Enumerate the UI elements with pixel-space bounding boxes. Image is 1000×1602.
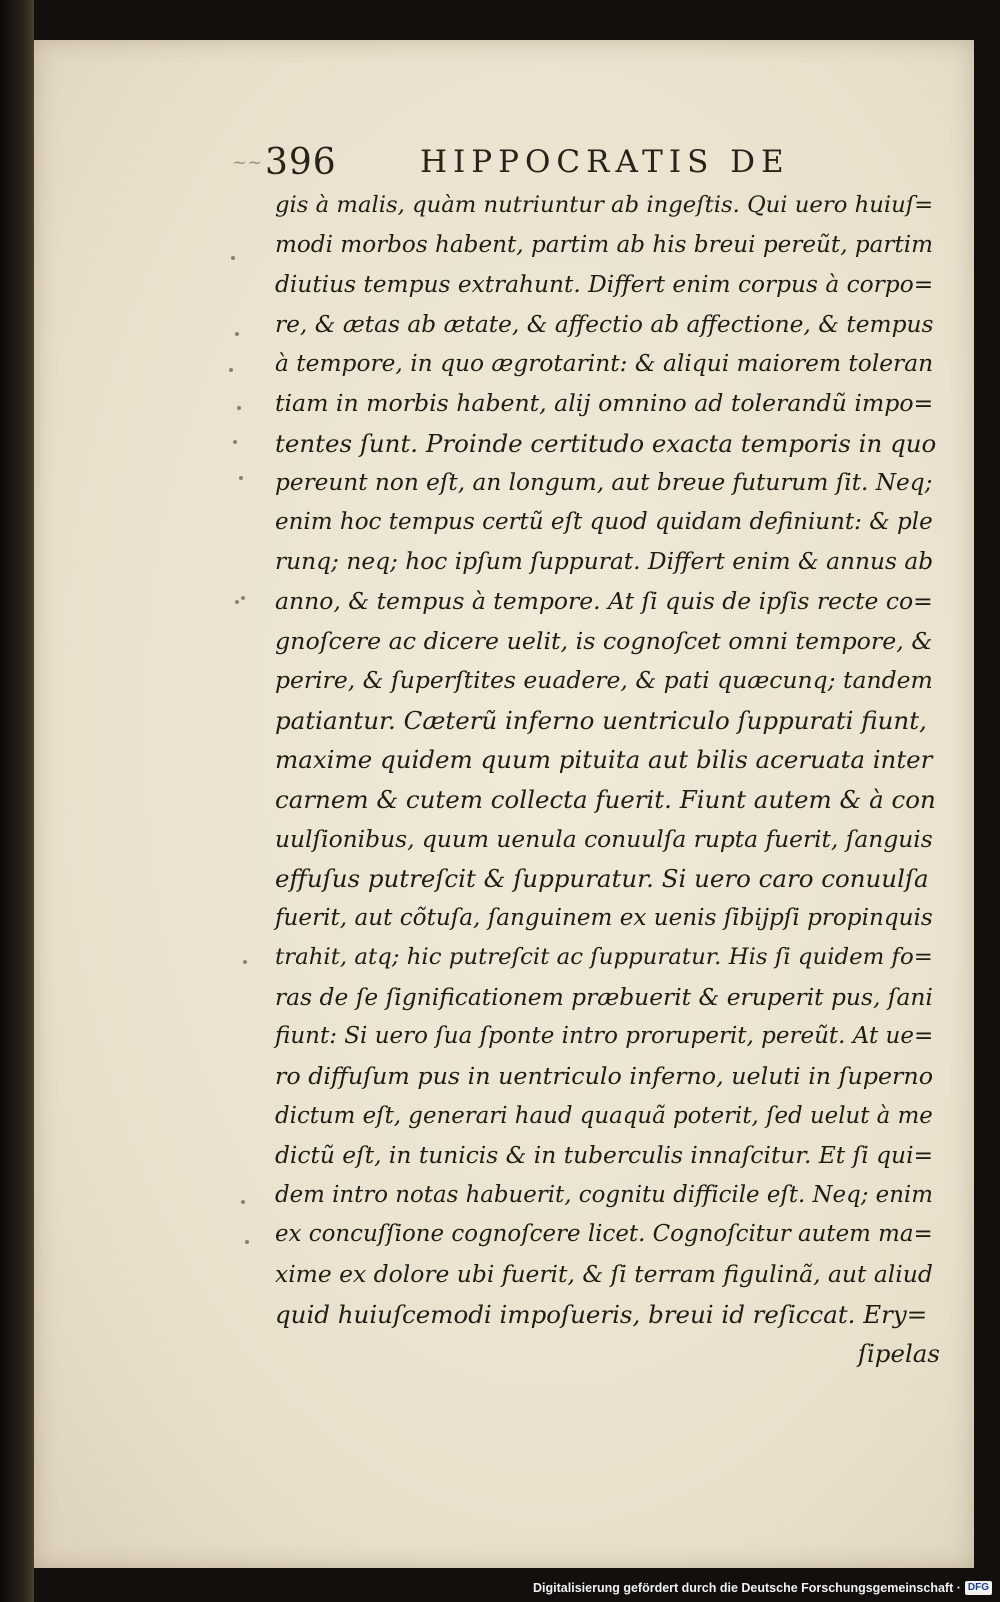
book-spine-shadow bbox=[0, 0, 34, 1602]
text-line: effuſus putreſcit & ſuppuratur. Si uero caro conuulſa bbox=[275, 864, 929, 894]
text-line: diutius tempus extrahunt. Differt enim corpus à corpo= bbox=[275, 271, 934, 299]
text-line: dem intro notas habuerit, cognitu difficile eſt. Neq; enim bbox=[275, 1181, 933, 1208]
margin-dot bbox=[241, 1200, 245, 1204]
text-line: gis à malis, quàm nutriuntur ab ingeſtis. Qui uero huiuſ= bbox=[275, 192, 934, 218]
text-line: runq; neq; hoc ipſum ſuppurat. Differt enim & annus ab bbox=[275, 548, 934, 576]
margin-dot bbox=[231, 256, 235, 260]
margin-dot bbox=[235, 332, 239, 336]
text-line: re, & ætas ab ætate, & affectio ab affectione, & tempus bbox=[275, 310, 934, 338]
text-line: uulſionibus, quum uenula conuulſa rupta fuerit, ſanguis bbox=[275, 824, 933, 853]
text-line: anno, & tempus à tempore. At ſi quis de ipſis recte co= bbox=[275, 586, 933, 615]
text-line: maxime quidem quum pituita aut bilis aceruata inter bbox=[275, 745, 933, 775]
text-line: trahit, atq; hic putreſcit ac ſuppuratur. His ſi quidem fo= bbox=[275, 944, 933, 971]
credit-text: Digitalisierung gefördert durch die Deutsche Forschungsgemeinschaft · bbox=[533, 1581, 961, 1595]
text-line: quid huiuſcemodi impoſueris, breui id reſiccat. Ery= bbox=[275, 1299, 928, 1329]
digitization-credit bbox=[533, 1576, 992, 1600]
text-line: gnoſcere ac dicere uelit, is cognoſcet omni tempore, & bbox=[275, 626, 933, 655]
margin-dot bbox=[235, 600, 239, 604]
margin-dot bbox=[241, 596, 245, 600]
text-line: carnem & cutem collecta fuerit. Fiunt autem & à con bbox=[275, 784, 936, 814]
text-line: modi morbos habent, partim ab his breui pereũt, partim bbox=[275, 231, 934, 258]
text-line: tiam in morbis habent, alij omnino ad tolerandũ impo= bbox=[275, 388, 934, 417]
text-line: fiunt: Si uero ſua ſponte intro proruperit, pereũt. At ue= bbox=[275, 1023, 934, 1050]
margin-dot bbox=[245, 1240, 249, 1244]
margin-dot bbox=[233, 440, 237, 444]
margin-dot bbox=[229, 368, 233, 372]
text-line: xime ex dolore ubi fuerit, & ſi terram figulinã, aut aliud bbox=[275, 1260, 933, 1289]
text-line: patiantur. Cæterũ inferno uentriculo ſuppurati fiunt, bbox=[275, 705, 927, 735]
dfg-logo: DFG bbox=[965, 1581, 992, 1595]
margin-dot bbox=[239, 476, 243, 480]
margin-dot bbox=[243, 960, 247, 964]
margin-mark: ~~ bbox=[232, 152, 263, 173]
text-line: fuerit, aut cõtuſa, ſanguinem ex uenis ſibijpſi propinquis bbox=[275, 904, 933, 931]
running-head: HIPPOCRATIS DE bbox=[420, 144, 790, 180]
text-line: ex concuſſione cognoſcere licet. Cognoſcitur autem ma= bbox=[275, 1221, 933, 1248]
text-line: enim hoc tempus certũ eſt quod quidam definiunt: & ple bbox=[275, 508, 933, 535]
text-line: pereunt non eſt, an longum, aut breue futurum ſit. Neq; bbox=[275, 469, 933, 497]
body-text bbox=[275, 186, 940, 1374]
catchword: ſipelas bbox=[857, 1339, 940, 1369]
text-line: perire, & ſuperſtites euadere, & pati quæcunq; tandem bbox=[275, 666, 933, 695]
text-line: à tempore, in quo ægrotarint: & aliqui maiorem toleran bbox=[275, 350, 934, 378]
margin-dot bbox=[237, 406, 241, 410]
text-line: dictum eſt, generari haud quaquã poterit, ſed uelut à me bbox=[275, 1102, 933, 1129]
text-line: dictũ eſt, in tunicis & in tuberculis innaſcitur. Et ſi qui= bbox=[275, 1141, 934, 1170]
text-line: tentes ſunt. Proinde certitudo exacta temporis in quo bbox=[275, 428, 937, 458]
text-line: ro diffuſum pus in uentriculo inferno, ueluti in ſuperno bbox=[275, 1062, 934, 1091]
page-number: 396 bbox=[265, 142, 337, 183]
text-line: ras de ſe ſignificationem præbuerit & eruperit pus, ſani bbox=[275, 982, 933, 1011]
